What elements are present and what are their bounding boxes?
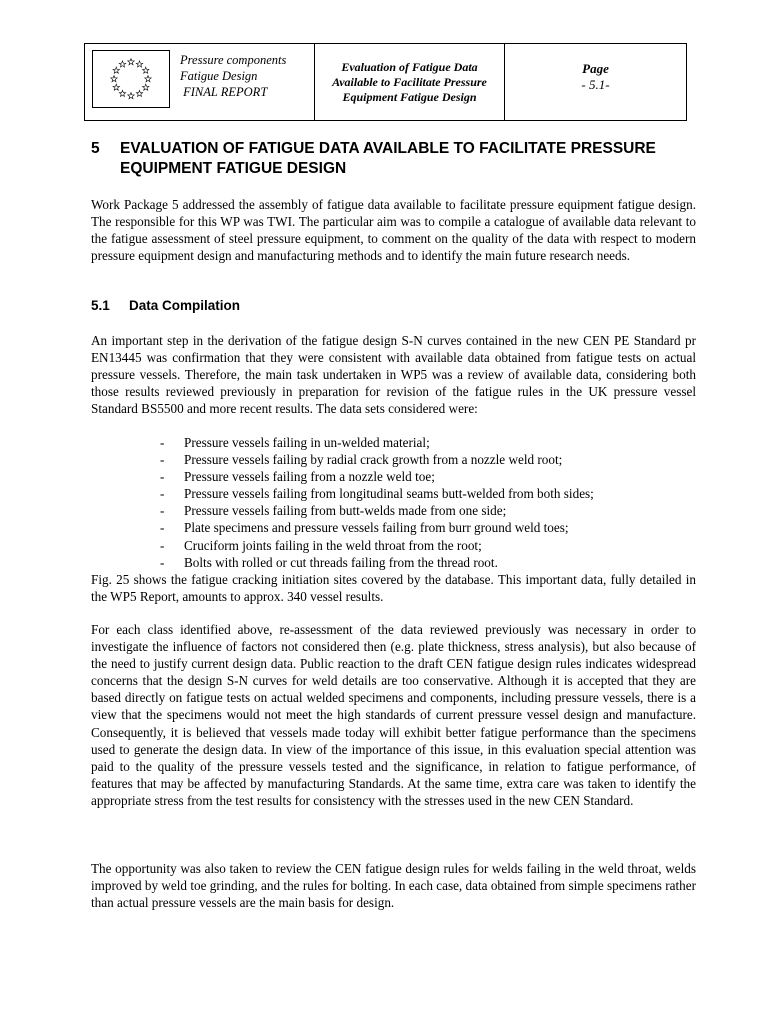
star-icon: [145, 76, 151, 82]
header-document-title: Evaluation of Fatigue Data Available to Facilitate Pressure Equipment Fatigue Design: [332, 59, 487, 104]
list-item-text: Pressure vessels failing from butt-welds made from one side;: [184, 503, 507, 519]
list-item: [160, 519, 700, 536]
list-item-text: Bolts with rolled or cut threads failing from the thread root.: [184, 554, 498, 570]
section-heading: [91, 139, 691, 179]
list-item: [160, 451, 700, 468]
section-number: 5: [91, 140, 100, 157]
list-marker: -: [160, 452, 165, 468]
list-marker: -: [160, 554, 165, 570]
list-item-text: Plate specimens and pressure vessels failing from burr ground weld toes;: [184, 520, 569, 536]
page-header-table: [84, 43, 687, 121]
paragraph-figure-reference: Fig. 25 shows the fatigue cracking initiation sites covered by the database. This important data, fully detailed in the WP5 Report, amounts to approx. 340 vessel results.: [91, 572, 696, 605]
paragraph-reassessment: For each class identified above, re-assessment of the data reviewed previously was necessary in order to investigate the influence of factors not considered then (e.g. plate thickness, stress analysis), but also because of the need to justify current design data. Public reaction to the draft CEN fatigue design rules indicates widespread concerns that the design S-N curves for weld details are too conservative. Although it is accepted that they are based directly on fatigue tests on actual welded specimens and components, including pressure vessels, there is a view that the specimens would not meet the high standards of current pressure vessel design and manufacture. Consequently, it is believed that vessels made today will exhibit better fatigue performance than the specimens used to generate the design data. In view of the importance of this issue, in this evaluation special attention was paid to the quality of the pressure vessels tested and the significance, in relation to fatigue performance, of features that may be affected by manufacturing Standards. At the same time, extra care was taken to identify the appropriate stress from the test results for consistency with the stresses used in the new CEN Standard.: [91, 622, 696, 808]
list-item: [160, 434, 700, 451]
subsection-number: 5.1: [91, 298, 110, 313]
list-marker: -: [160, 520, 165, 536]
star-icon: [142, 67, 148, 73]
list-item-text: Pressure vessels failing from longitudinal seams butt-welded from both sides;: [184, 486, 594, 502]
header-left-line-3: FINAL REPORT: [180, 85, 268, 99]
header-left-cell: [85, 44, 315, 120]
header-page-number: - 5.1-: [581, 77, 610, 92]
list-item: [160, 468, 700, 485]
star-icon: [136, 90, 142, 96]
paragraph-cen-review: The opportunity was also taken to review the CEN fatigue design rules for welds failing in the weld throat, welds improved by weld toe grinding, and the rules for bolting. In each case, data obtained from simple specimens rather than actual pressure vessels are the main basis for design.: [91, 861, 696, 911]
star-icon: [136, 61, 142, 67]
subsection-title: Data Compilation: [129, 298, 241, 313]
star-icon: [128, 93, 134, 99]
star-icon: [142, 84, 148, 90]
star-icon: [113, 84, 119, 90]
header-report-label: [180, 52, 286, 100]
list-item: [160, 554, 700, 571]
eu-stars-flag-graphic: [99, 55, 163, 103]
subsection-heading: [91, 297, 240, 315]
list-marker: -: [160, 469, 165, 485]
paragraph-data-review: An important step in the derivation of the fatigue design S-N curves contained in the new CEN PE Standard pr EN13445 was confirmation that they were consistent with available data obtained from fatigue tests on actual pressure vessels. Therefore, the main task undertaken in WP5 was a review of available data, considering both those results reviewed previously in preparation for revision of the fatigue rules in the UK pressure vessel Standard BS5500 and more recent results. The data sets considered were:: [91, 333, 696, 417]
section-title: EVALUATION OF FATIGUE DATA AVAILABLE TO FACILITATE PRESSURE EQUIPMENT FATIGUE DESIGN: [120, 140, 656, 177]
star-icon: [111, 76, 117, 82]
list-item-text: Pressure vessels failing in un-welded material;: [184, 435, 430, 450]
list-item: [160, 485, 700, 502]
header-right-cell: [505, 44, 686, 120]
star-icon: [119, 90, 125, 96]
star-icon: [128, 59, 134, 65]
list-marker: -: [160, 503, 165, 519]
header-page-label: Page: [582, 61, 609, 76]
data-sets-list: [160, 434, 700, 571]
header-middle-cell: [315, 44, 505, 120]
list-item-text: Pressure vessels failing from a nozzle weld toe;: [184, 469, 435, 485]
list-item: [160, 502, 700, 519]
list-item: [160, 537, 700, 554]
header-left-line-2: Fatigue Design: [180, 69, 258, 83]
star-icon: [113, 67, 119, 73]
list-marker: -: [160, 537, 165, 553]
list-marker: -: [160, 435, 165, 450]
list-item-text: Cruciform joints failing in the weld throat from the root;: [184, 537, 482, 553]
list-marker: -: [160, 486, 165, 502]
eu-stars-flag-icon: [92, 50, 170, 108]
star-icon: [119, 61, 125, 67]
list-item-text: Pressure vessels failing by radial crack growth from a nozzle weld root;: [184, 452, 563, 468]
intro-paragraph: Work Package 5 addressed the assembly of fatigue data available to facilitate pressure equipment fatigue design. The responsible for this WP was TWI. The particular aim was to compile a catalogue of available data relevant to the fatigue assessment of steel pressure equipment, to comment on the quality of the data with respect to modern pressure equipment design and manufacturing methods and to identify the main future research needs.: [91, 197, 696, 264]
header-left-line-1: Pressure components: [180, 53, 287, 67]
